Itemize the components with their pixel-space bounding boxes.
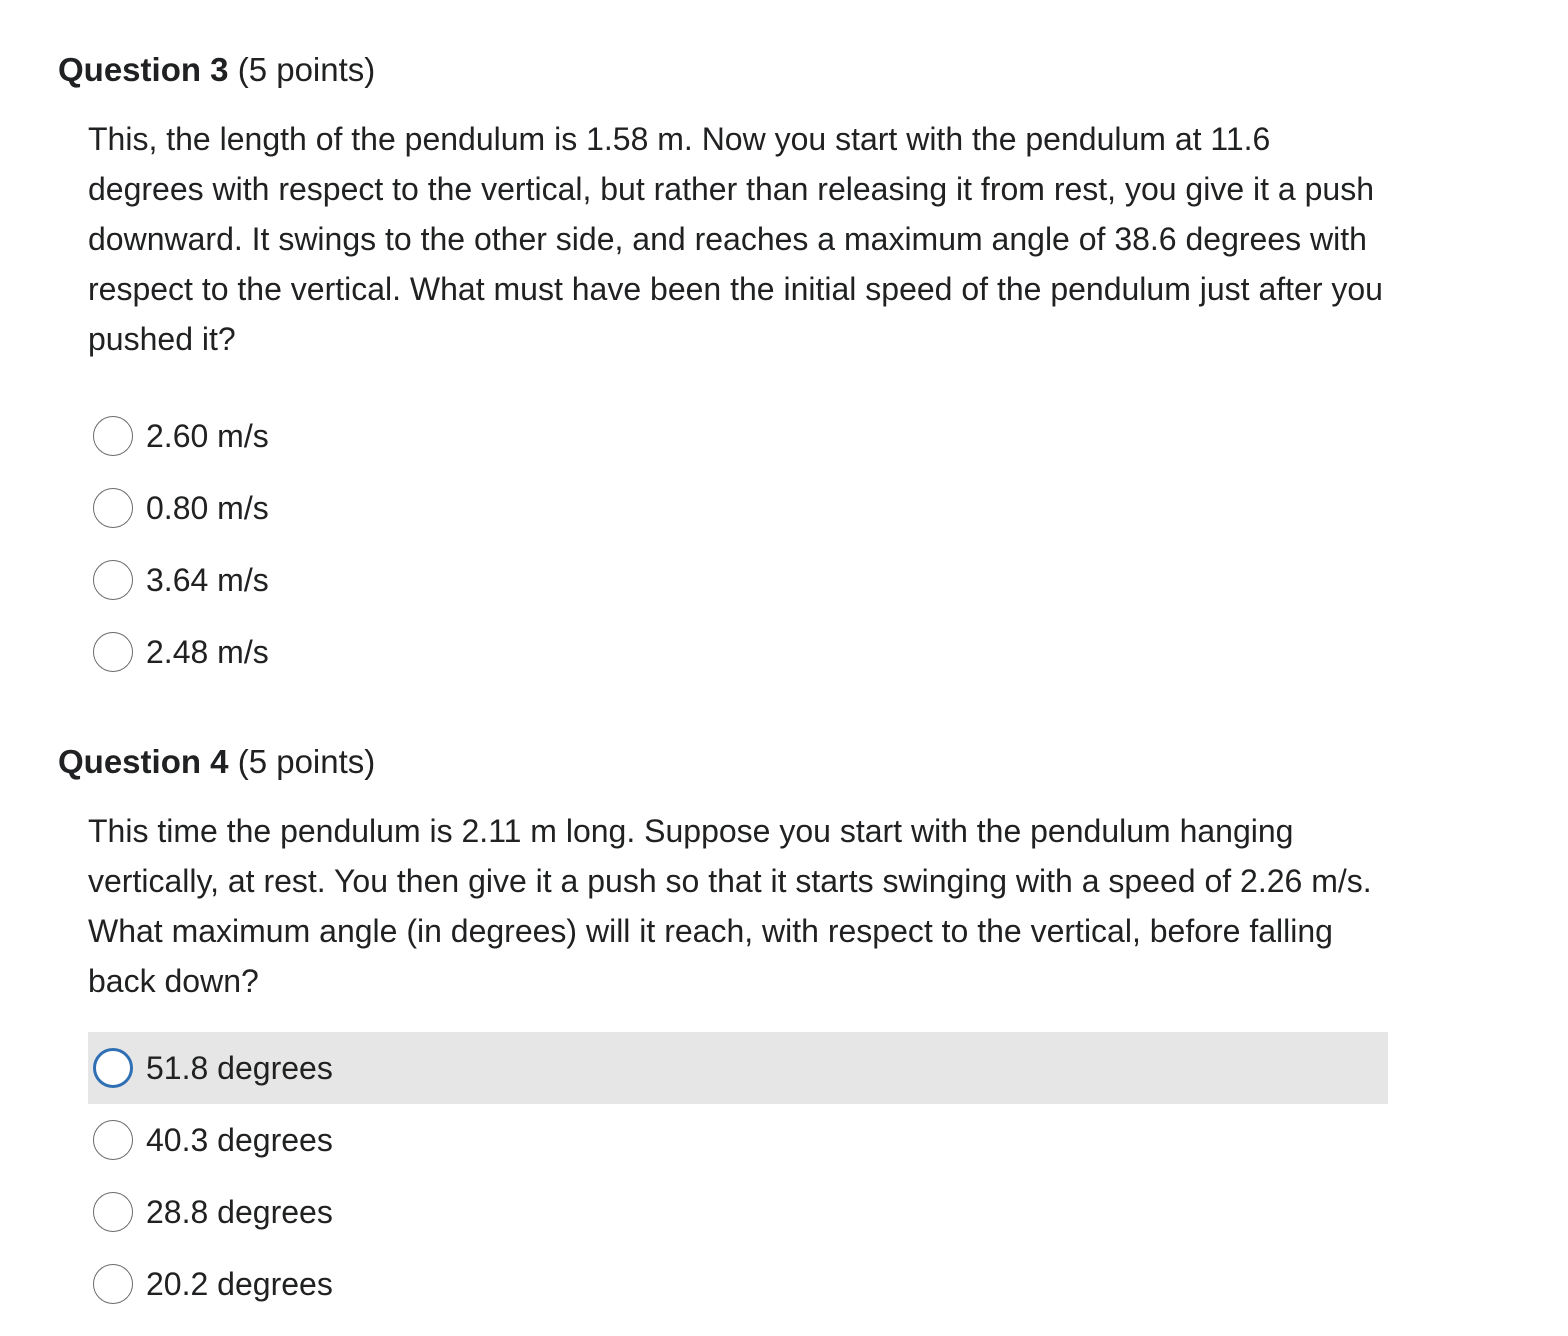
answer-label: 0.80 m/s [146, 490, 269, 526]
question-points: (5 points) [237, 743, 376, 780]
radio-button[interactable] [93, 1192, 133, 1232]
answer-options [88, 400, 1388, 688]
answer-option[interactable] [88, 400, 1388, 472]
answer-label: 2.60 m/s [146, 418, 269, 454]
radio-button[interactable] [93, 416, 133, 456]
answer-option[interactable] [88, 1104, 1388, 1176]
question-text: This, the length of the pendulum is 1.58 m. Now you start with the pendulum at 11.6 degrees with respect to the vertical, but rather than releasing it from rest, you give it a push downward. It swings to the other side, and reaches a maximum angle of 38.6 degrees with respect to the vertical. What must have been the initial speed of the pendulum just after you pushed it? [88, 121, 1383, 357]
radio-button[interactable] [93, 1264, 133, 1304]
answer-option[interactable] [88, 544, 1388, 616]
answer-option[interactable] [88, 616, 1388, 688]
answer-option[interactable] [88, 472, 1388, 544]
radio-button[interactable] [93, 632, 133, 672]
question-points: (5 points) [237, 51, 376, 88]
answer-label: 51.8 degrees [146, 1050, 333, 1086]
answer-label: 3.64 m/s [146, 562, 269, 598]
question-text: This time the pendulum is 2.11 m long. Suppose you start with the pendulum hanging vertically, at rest. You then give it a push so that it starts swinging with a speed of 2.26 m/s. What maximum angle (in degrees) will it reach, with respect to the vertical, before falling back down? [88, 813, 1372, 999]
radio-button[interactable] [93, 488, 133, 528]
answer-option[interactable] [88, 1248, 1388, 1320]
answer-label: 20.2 degrees [146, 1266, 333, 1302]
answer-label: 28.8 degrees [146, 1194, 333, 1230]
answer-label: 40.3 degrees [146, 1122, 333, 1158]
radio-button[interactable] [93, 560, 133, 600]
radio-button[interactable] [93, 1120, 133, 1160]
question-heading [58, 48, 375, 92]
answer-label: 2.48 m/s [146, 634, 269, 670]
answer-option[interactable] [88, 1032, 1388, 1104]
radio-button[interactable] [93, 1048, 133, 1088]
question-title: Question 4 [58, 743, 229, 780]
answer-options [88, 1032, 1388, 1320]
answer-option[interactable] [88, 1176, 1388, 1248]
question-heading [58, 740, 375, 784]
question-title: Question 3 [58, 51, 229, 88]
